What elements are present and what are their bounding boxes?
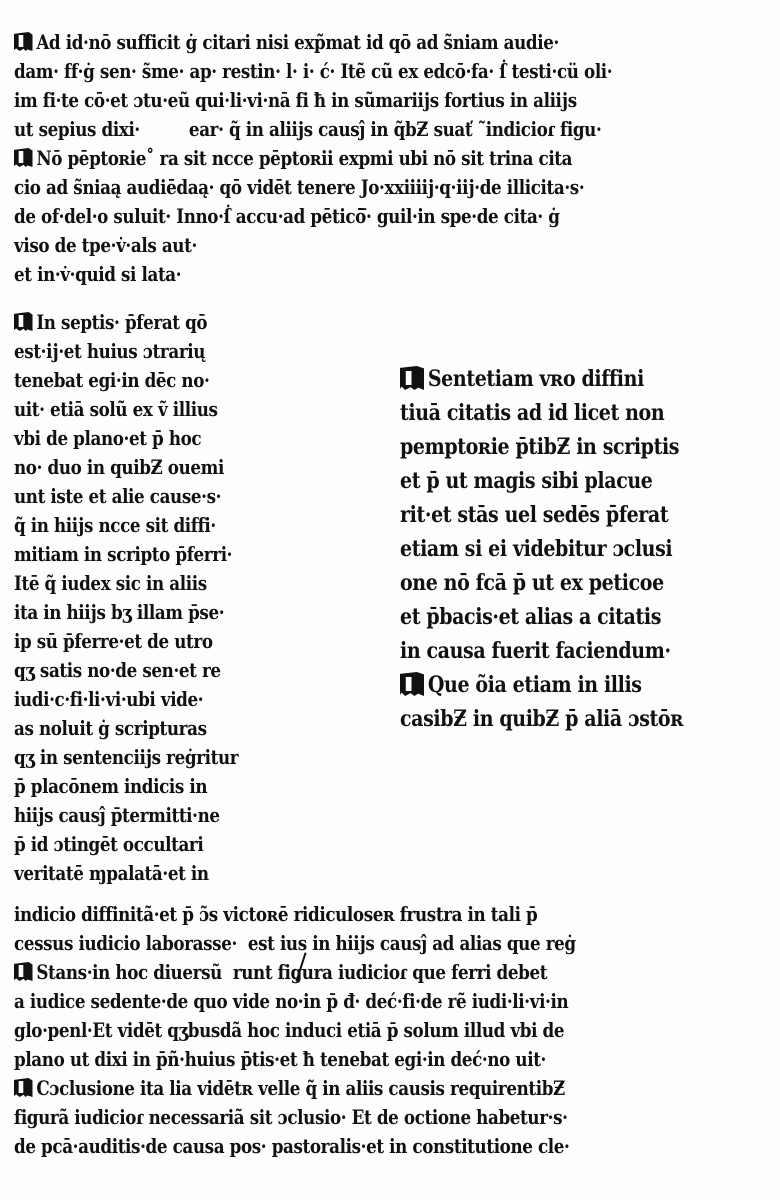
paragraph-mark-icon: [14, 31, 34, 52]
text-line-content: et in·v̇·quid si lata·: [14, 262, 182, 286]
text-line: [14, 540, 284, 569]
text-line: [14, 173, 713, 202]
text-line: [14, 627, 284, 656]
text-line-content: est·ĳ·et huius ɔtrarių: [14, 339, 206, 363]
text-line: [14, 656, 284, 685]
text-line-content: dam· ff·ġ sen· s̃me· ap· restin· l· i· ć· Itẽ cũ ex edcō·fa· ẛ testi·cü oli·: [14, 59, 613, 83]
text-line: [14, 958, 717, 987]
text-line-content: Cɔclusione ita lia vidētʀ velle q̃ in aliis causis requirentibƵ: [36, 1076, 565, 1100]
text-line-content: p̄ placōnem indicis in: [14, 774, 208, 798]
bottom-text-block: [14, 900, 770, 1161]
paragraph-mark-icon: [14, 961, 34, 982]
text-line-content: p̄ id ɔtingēt occultari: [14, 832, 204, 856]
text-line-content: cio ad s̃niaą audiēdaą· qō vidēt tenere Jo·xxiiiĳ·q·iĳ·de illicita·s·: [14, 175, 585, 199]
text-line-content: as noluit ġ scripturas: [14, 716, 207, 740]
text-line-content: no· duo in quibƵ ouemi: [14, 455, 225, 479]
text-line: [14, 1074, 717, 1103]
text-line-content: cessus iudicio laborasse· est ius in hiĳs causĵ ad alias que reġ: [14, 931, 576, 955]
drop-capital-icon: [400, 672, 425, 696]
text-line-content: rit·et stās uel sedēs p̄ferat: [400, 502, 669, 528]
left-text-column: [14, 308, 304, 888]
text-line: [400, 634, 751, 668]
text-line: [400, 498, 751, 532]
text-line-content: Stans·in hoc diuersũ runt figura iudicioɾ que ferri debet: [36, 960, 548, 984]
text-line: [14, 231, 713, 260]
text-line: [14, 57, 713, 86]
text-line-content: casibƵ in quibƵ p̄ aliā ɔstōʀ: [400, 706, 684, 732]
text-line-content: plano ut dixi in p̄ñ·huius p̄tis·et ħ tenebat egi·in deć·no uit·: [14, 1047, 547, 1071]
text-line: [400, 702, 751, 736]
text-line: [14, 1103, 717, 1132]
text-line-content: vbi de plano·et p̄ hoc: [14, 426, 202, 450]
text-line-content: In septis· p̄ferat qō: [36, 310, 208, 334]
text-line-content: hiĳs causĵ p̄termitti·ne: [14, 803, 220, 827]
text-line-content: ut sepius dixi· ear· q̃ in aliĳs causĵ in q̃bƵ suať ˜indicioɾ figu·: [14, 117, 602, 141]
text-line: [400, 668, 751, 702]
text-line-content: uit· etiā solũ ex ṽ illius: [14, 397, 218, 421]
text-line: [14, 801, 284, 830]
text-line: [14, 337, 284, 366]
text-line-content: pemptoʀie p̄tibƵ in scriptis: [400, 434, 680, 460]
text-line: [400, 532, 751, 566]
text-line: [14, 1016, 717, 1045]
text-line: [14, 424, 284, 453]
top-text-block: [14, 28, 766, 289]
text-line-content: de of·del·o suluit· Inno·ẛ accu·ad pēticō̅· guil·in spe·de cita· ġ: [14, 204, 560, 228]
text-line: [400, 362, 751, 396]
text-line-content: veritatē ɱpalatā·et in: [14, 861, 209, 885]
text-line: [400, 600, 751, 634]
text-line-content: q̃ in hiĳs ncce sit diffi·: [14, 513, 216, 537]
text-line: [14, 144, 713, 173]
text-line-content: Nō pēptoʀie˚ ra sit ncce pēptoʀii expmi ubi nō sit trina cita: [36, 146, 573, 170]
text-line: [14, 115, 713, 144]
text-line: [14, 743, 284, 772]
text-line-content: Ad id·nō sufficit ġ citari nisi exp̃mat id qō ad s̃niam audie·: [36, 30, 559, 54]
text-line: [14, 308, 284, 337]
text-line-content: one nō fcā p̄ ut ex peticoe: [400, 570, 664, 596]
text-line-content: et p̄ ut magis sibi placue: [400, 468, 653, 494]
text-line: [14, 569, 284, 598]
text-line: [14, 28, 713, 57]
text-line-content: viso de tpe·v̇·als aut·: [14, 233, 197, 257]
text-line-content: a iudice sedente·de quo vide no·in p̄ đ· deć·fi·de rẽ iudi·li·vi·in: [14, 989, 569, 1013]
text-line: [400, 396, 751, 430]
text-line: [14, 482, 284, 511]
text-line-content: tenebat egi·in dēc no·: [14, 368, 210, 392]
text-line: [14, 859, 284, 888]
text-line-content: de pcā·auditis·de causa pos· pastoralis·et in constitutione cle·: [14, 1134, 570, 1158]
text-line-content: qʒ in sentenciĳs reġritur: [14, 745, 239, 769]
text-line: [14, 366, 284, 395]
text-line-content: indicio diffinitã·et p̄ ɔ̃s victoʀē ridiculoseʀ frustra in tali p̄: [14, 902, 538, 926]
text-line: [14, 987, 717, 1016]
text-line: [14, 511, 284, 540]
text-line-content: qʒ satis no·de sen·et re: [14, 658, 221, 682]
text-line-content: et p̄bacis·et alias a citatis: [400, 604, 662, 630]
text-line-content: Que õia etiam in illis: [427, 672, 642, 698]
text-line: [14, 900, 717, 929]
text-line: [14, 714, 284, 743]
text-line: [14, 598, 284, 627]
text-line: [14, 1045, 717, 1074]
text-line-content: tiuā citatis ad id licet non: [400, 400, 665, 426]
text-line: [14, 929, 717, 958]
text-line-content: etiam si ei videbitur ɔclusi: [400, 536, 673, 562]
text-line: [14, 1132, 717, 1161]
text-line-content: mitiam in scripto p̄ferri·: [14, 542, 233, 566]
text-line: [14, 772, 284, 801]
paragraph-mark-icon: [14, 311, 34, 332]
text-line: [400, 566, 751, 600]
text-line-content: in causa fuerit faciendum·: [400, 638, 671, 664]
text-line: [14, 453, 284, 482]
text-line: [400, 464, 751, 498]
paragraph-mark-icon: [14, 147, 34, 168]
text-line-content: unt iste et alie cause·s·: [14, 484, 222, 508]
text-line: [14, 86, 713, 115]
text-line: [14, 685, 284, 714]
paragraph-mark-icon: [14, 1077, 34, 1098]
text-line-content: Sentetiam vʀo diffini: [427, 366, 644, 392]
text-line-content: Itē q̃ iudex sic in aliis: [14, 571, 207, 595]
text-line-content: im fi·te cō·et ɔtu·eũ qui·li·vi·nā fi ħ in sũmariĳs fortius in aliĳs: [14, 88, 577, 112]
text-line-content: iudi·c·fi·li·vi·ubi vide·: [14, 687, 204, 711]
text-line: [14, 395, 284, 424]
text-line: [400, 430, 751, 464]
drop-capital-icon: [400, 366, 425, 390]
text-line: [14, 260, 713, 289]
text-line-content: ita in hiĳs bʒ illam p̄se·: [14, 600, 225, 624]
text-line-content: ip sū p̄ferre·et de utro: [14, 629, 213, 653]
text-line: [14, 202, 713, 231]
text-line-content: glo·penl·Et vidēt qʒbusdã hoc induci etiā p̄ solum illud vbi de: [14, 1018, 565, 1042]
text-line: [14, 830, 284, 859]
text-line-content: figurã iudicioɾ necessariã sit ɔclusio· Et de octione habetur·s·: [14, 1105, 568, 1129]
right-text-column: [400, 362, 766, 736]
